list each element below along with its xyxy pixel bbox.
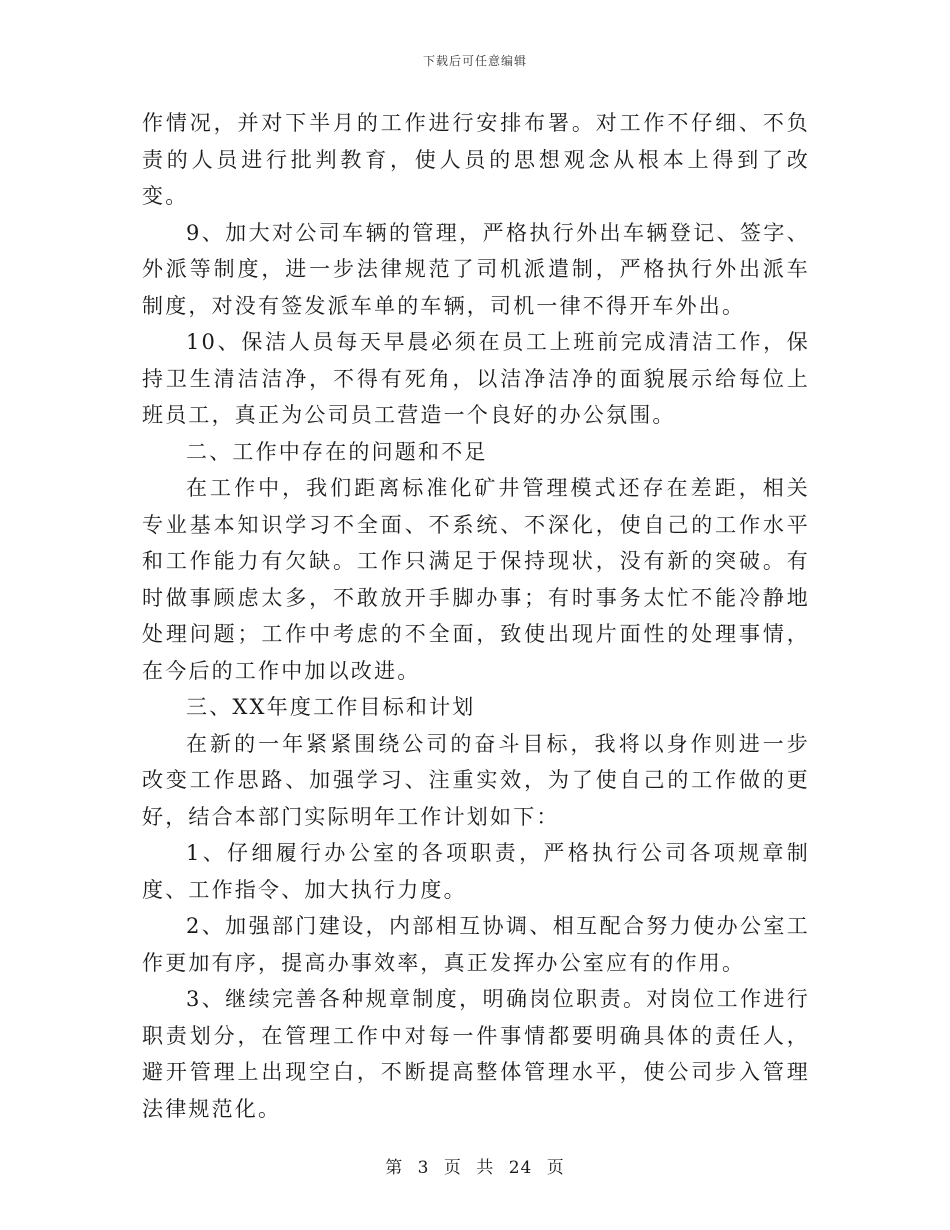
paragraph-5: 在工作中，我们距离标准化矿井管理模式还存在差距，相关专业基本知识学习不全面、不系统、不深化，使自己的工作水平和工作能力有欠缺。工作只满足于保持现状，没有新的突破。有时做事顾虑太多，不敢放开手脚办事；有时事务太忙不能冷静地处理问题；工作中考虑的不全面，致使出现片面性的处理事情，在今后的工作中加以改进。 (142, 476, 810, 683)
footer-total-word: 共 (476, 1158, 495, 1178)
paragraph-1: 作情况，并对下半月的工作进行安排布署。对工作不仔细、不负责的人员进行批判教育，使人员的思想观念从根本上得到了改变。 (142, 111, 810, 208)
total-page-count: 24 (508, 1158, 533, 1178)
footer-prefix: 第 (385, 1158, 404, 1178)
section-heading-2: 二、工作中存在的问题和不足 (186, 439, 488, 464)
paragraph-8: 1、仔细履行办公室的各项职责，严格执行公司各项规章制度、工作指令、加大执行力度。 (142, 841, 810, 902)
page-footer (0, 1153, 950, 1178)
current-page-number: 3 (417, 1158, 430, 1178)
paragraph-3: 10、保洁人员每天早晨必须在员工上班前完成清洁工作，保持卫生清洁洁净，不得有死角，以洁净洁净的面貌展示给每位上班员工，真正为公司员工营造一个良好的办公氛围。 (142, 330, 810, 427)
document-body (142, 105, 810, 1127)
footer-suffix: 页 (546, 1158, 565, 1178)
section-heading-3: 三、XX年度工作目标和计划 (186, 695, 476, 719)
page-header: 下载后可任意编辑 (422, 54, 527, 68)
paragraph-9: 2、加强部门建设，内部相互协调、相互配合努力使办公室工作更加有序，提高办事效率，真正发挥办公室应有的作用。 (142, 914, 810, 975)
footer-page-word: 页 (443, 1158, 462, 1178)
paragraph-10: 3、继续完善各种规章制度，明确岗位职责。对岗位工作进行职责划分，在管理工作中对每一件事情都要明确具体的责任人，避开管理上出现空白，不断提高整体管理水平，使公司步入管理法律规范化。 (142, 987, 810, 1121)
paragraph-7: 在新的一年紧紧围绕公司的奋斗目标，我将以身作则进一步改变工作思路、加强学习、注重实效，为了使自己的工作做的更好，结合本部门实际明年工作计划如下： (142, 731, 810, 829)
paragraph-2: 9、加大对公司车辆的管理，严格执行外出车辆登记、签字、外派等制度，进一步法律规范了司机派遣制，严格执行外出派车制度，对没有签发派车单的车辆，司机一律不得开车外出。 (142, 220, 810, 318)
